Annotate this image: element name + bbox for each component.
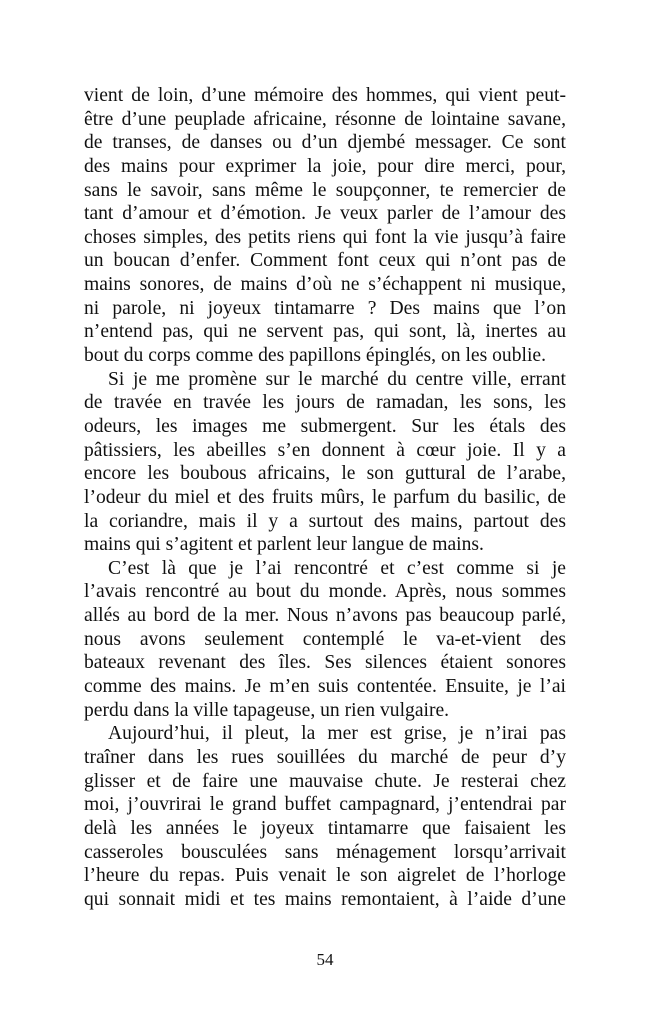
text-line: de transes, de danses ou d’un djembé messager. Ce sont (84, 132, 566, 154)
text-line: être d’une peuplade africaine, résonne de lointaine savane, (84, 108, 566, 130)
paragraph (84, 84, 566, 368)
text-line: choses simples, des petits riens qui font la vie jusqu’à faire (84, 226, 566, 248)
paragraph (84, 722, 566, 911)
text-line: Si je me promène sur le marché du centre ville, errant (108, 368, 566, 390)
paragraph (84, 557, 566, 722)
text-line: bout du corps comme des papillons épinglés, on les oublie. (84, 345, 547, 367)
text-line: des mains pour exprimer la joie, pour dire merci, pour, (84, 155, 566, 177)
text-line: encore les boubous africains, le son guttural de l’arabe, (84, 463, 566, 485)
text-line: odeurs, les images me submergent. Sur les étals des (84, 415, 566, 437)
text-line: de travée en travée les jours de ramadan, les sons, les (84, 392, 566, 414)
text-line: Aujourd’hui, il pleut, la mer est grise, je n’irai pas (108, 723, 566, 745)
text-line: perdu dans la ville tapageuse, un rien vulgaire. (84, 699, 450, 721)
text-line: moi, j’ouvrirai le grand buffet campagnard, j’entendrai par (84, 794, 566, 816)
text-line: l’odeur du miel et des fruits mûrs, le parfum du basilic, de (84, 486, 566, 508)
text-line: sans le savoir, sans même le soupçonner, te remercier de (84, 179, 566, 201)
text-line: l’heure du repas. Puis venait le son aigrelet de l’horloge (84, 865, 566, 887)
text-line: l’avais rencontré au bout du monde. Après, nous sommes (84, 581, 566, 603)
text-line: delà les années le joyeux tintamarre que faisaient les (84, 817, 566, 839)
text-line: ni parole, ni joyeux tintamarre ? Des mains que l’on (84, 297, 566, 319)
text-line: un boucan d’enfer. Comment font ceux qui n’ont pas de (84, 250, 566, 272)
text-line: nous avons seulement contemplé le va-et-vient des (84, 628, 566, 650)
text-line: comme des mains. Je m’en suis contentée. Ensuite, je l’ai (84, 676, 566, 698)
text-line: qui sonnait midi et tes mains remontaient, à l’aide d’une (84, 888, 566, 910)
text-line: tant d’amour et d’émotion. Je veux parler de l’amour des (84, 203, 566, 225)
page-number: 54 (316, 950, 334, 969)
text-line: mains sonores, de mains d’où ne s’échappent ni musique, (84, 274, 566, 296)
text-line: C’est là que je l’ai rencontré et c’est comme si je (108, 557, 566, 579)
text-line: glisser et de faire une mauvaise chute. Je resterai chez (84, 770, 566, 792)
text-line: traîner dans les rues souillées du marché de peur d’y (84, 746, 566, 768)
text-line: vient de loin, d’une mémoire des hommes, qui vient peut- (84, 85, 566, 106)
body-text (84, 84, 566, 911)
text-line: bateaux revenant des îles. Ses silences étaient sonores (84, 652, 566, 674)
paragraph (84, 368, 566, 557)
text-line: n’entend pas, qui ne servent pas, qui sont, là, inertes au (84, 321, 566, 343)
text-line: la coriandre, mais il y a surtout des mains, partout des (84, 510, 566, 532)
text-line: mains qui s’agitent et parlent leur langue de mains. (84, 534, 484, 556)
text-line: allés au bord de la mer. Nous n’avons pas beaucoup parlé, (84, 605, 566, 627)
text-line: pâtissiers, les abeilles s’en donnent à cœur joie. Il y a (84, 439, 566, 461)
text-line: casseroles bousculées sans ménagement lorsqu’arrivait (84, 841, 566, 863)
